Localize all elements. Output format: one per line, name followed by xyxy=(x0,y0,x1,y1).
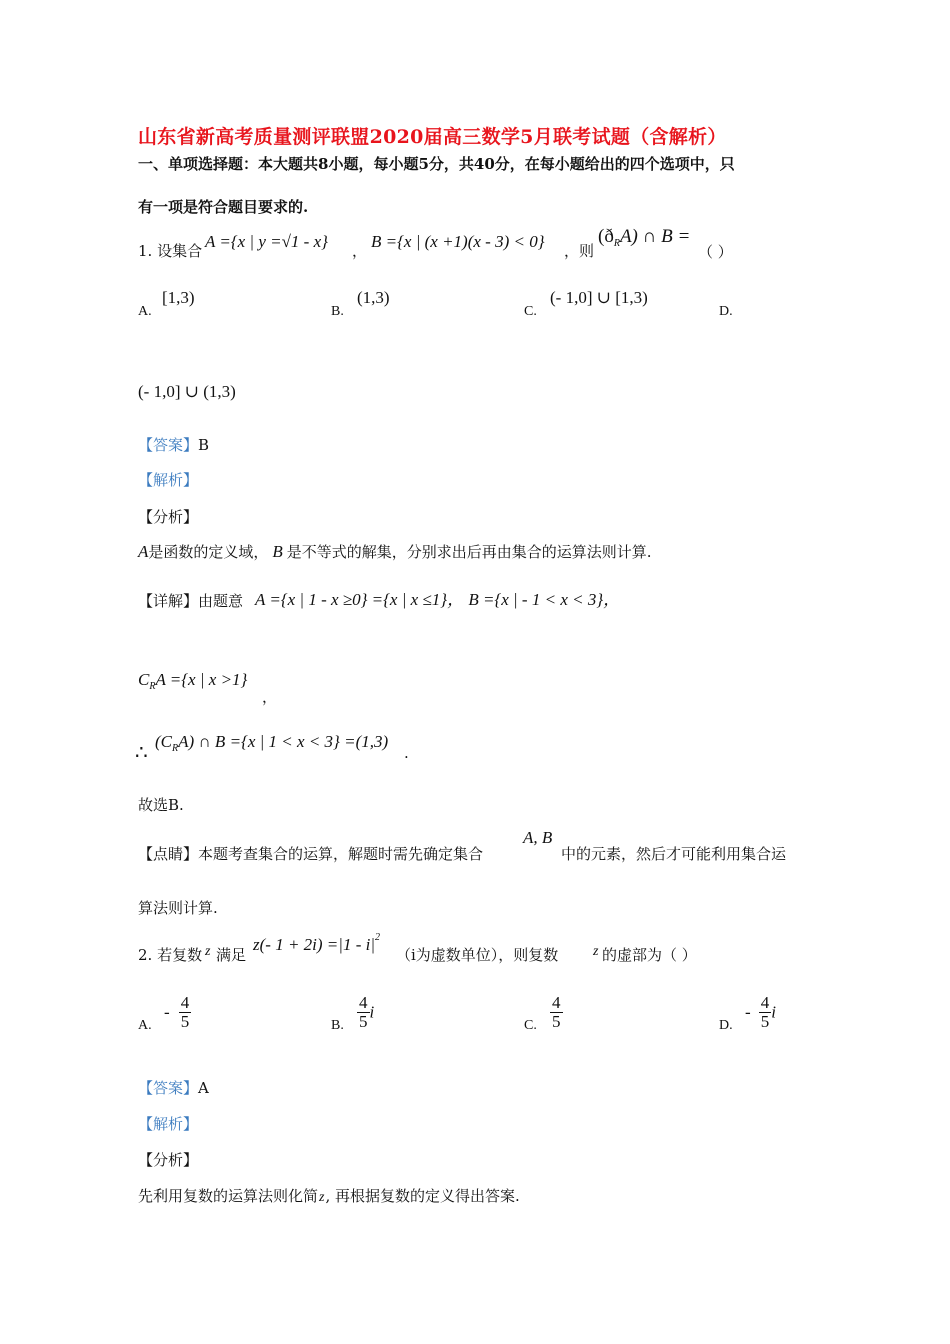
q2-stem-end: 的虚部为（ ） xyxy=(602,946,697,964)
q1-expression: $(ð_RA)$ ∩ B = xyxy=(598,226,691,249)
q2-option-d-value: - $\frac{4}{5}$ i xyxy=(745,993,776,1031)
q1-option-a-label: A. xyxy=(138,304,152,319)
q1-then: ，则 xyxy=(564,242,595,260)
q1-conclusion: 故选B. xyxy=(138,796,184,814)
q1-xiangjie-math: A ={x | 1 - x ≥0} ={x | x ≤1}， B ={x | - 1 < x < 3}， xyxy=(255,590,621,609)
q2-jiexi-tag: 【解析】 xyxy=(138,1115,199,1133)
q1-fenxi-tag: 【分析】 xyxy=(138,508,199,526)
q1-option-c-value: (- 1,0] ∪ [1,3) xyxy=(550,288,648,307)
q1-set-a: A ={x | y =√1 - x} xyxy=(205,232,328,251)
therefore-symbol: ∴ xyxy=(135,742,148,764)
q1-option-d-label: D. xyxy=(719,304,733,319)
q2-stem-prefix: 2. 若复数 xyxy=(138,946,203,964)
q2-option-a-value: - $\frac{4}{5}$ xyxy=(164,993,190,1031)
q1-result-dot: . xyxy=(404,744,409,762)
q1-dianjing-line1: 【点睛】本题考查集合的运算，解题时需先确定集合 xyxy=(138,845,484,863)
q2-z-symbol-2: z xyxy=(593,944,599,959)
q1-option-d-value: (- 1,0] ∪ (1,3) xyxy=(138,382,236,401)
q2-fenxi-text: 先利用复数的运算法则化简z, 再根据复数的定义得出答案. xyxy=(138,1187,520,1205)
q2-equation: z(- $1 + 2i) =|1 - i|^2$ xyxy=(253,932,380,954)
q1-dianjing-line1-end: 中的元素，然后才可能利用集合运 xyxy=(561,845,787,863)
q1-xiangjie-line: 【详解】由题意 xyxy=(138,592,244,610)
q1-answer-tag: 【答案】B xyxy=(138,436,210,454)
q2-answer-tag: 【答案】A xyxy=(138,1079,209,1097)
q2-stem-paren: （i为虚数单位），则复数 xyxy=(396,946,559,964)
q1-dianjing-line2: 算法则计算. xyxy=(138,899,218,917)
q1-answer-blank: （ ） xyxy=(698,243,733,261)
q1-result-line: $(C_RA)$ ∩ B ={x | 1 < x < 3} =(1,3) xyxy=(155,732,389,754)
q1-option-a-value: [1,3) xyxy=(162,288,195,307)
q1-option-c-label: C. xyxy=(524,304,537,319)
q2-option-c-value: $\frac{4}{5}$ xyxy=(552,993,561,1031)
q1-complement-comma: ， xyxy=(262,688,278,706)
section-heading-line1: 一、单项选择题：本大题共8小题，每小题5分，共40分，在每小题给出的四个选项中，只 xyxy=(138,155,735,173)
q1-complement-line: $C_RA =\{x$ | x >1} xyxy=(138,670,248,692)
q1-stem-prefix: 1. 设集合 xyxy=(138,242,203,260)
q2-option-b-label: B. xyxy=(331,1018,344,1033)
q2-option-d-label: D. xyxy=(719,1018,733,1033)
q1-dianjing-ab: A, B xyxy=(523,828,553,847)
q2-option-c-label: C. xyxy=(524,1018,537,1033)
q1-set-b: B ={x | (x +1)(x - 3) < 0} xyxy=(371,232,545,251)
q2-stem-mid: 满足 xyxy=(216,946,247,964)
q2-fenxi-tag: 【分析】 xyxy=(138,1151,199,1169)
q2-z-symbol: z xyxy=(205,944,211,959)
page-title: 山东省新高考质量测评联盟2020届高三数学5月联考试题（含解析） xyxy=(138,126,727,148)
q2-option-b-value: $\frac{4}{5}$ i xyxy=(359,993,375,1031)
q1-jiexi-tag: 【解析】 xyxy=(138,471,199,489)
section-heading-line2: 有一项是符合题目要求的. xyxy=(138,198,309,216)
q1-comma: ， xyxy=(352,242,368,260)
q1-fenxi-text: A是函数的定义域， B 是不等式的解集，分别求出后再由集合的运算法则计算. xyxy=(138,542,652,561)
q1-option-b-value: (1,3) xyxy=(357,288,390,307)
q1-option-b-label: B. xyxy=(331,304,344,319)
q2-option-a-label: A. xyxy=(138,1018,152,1033)
